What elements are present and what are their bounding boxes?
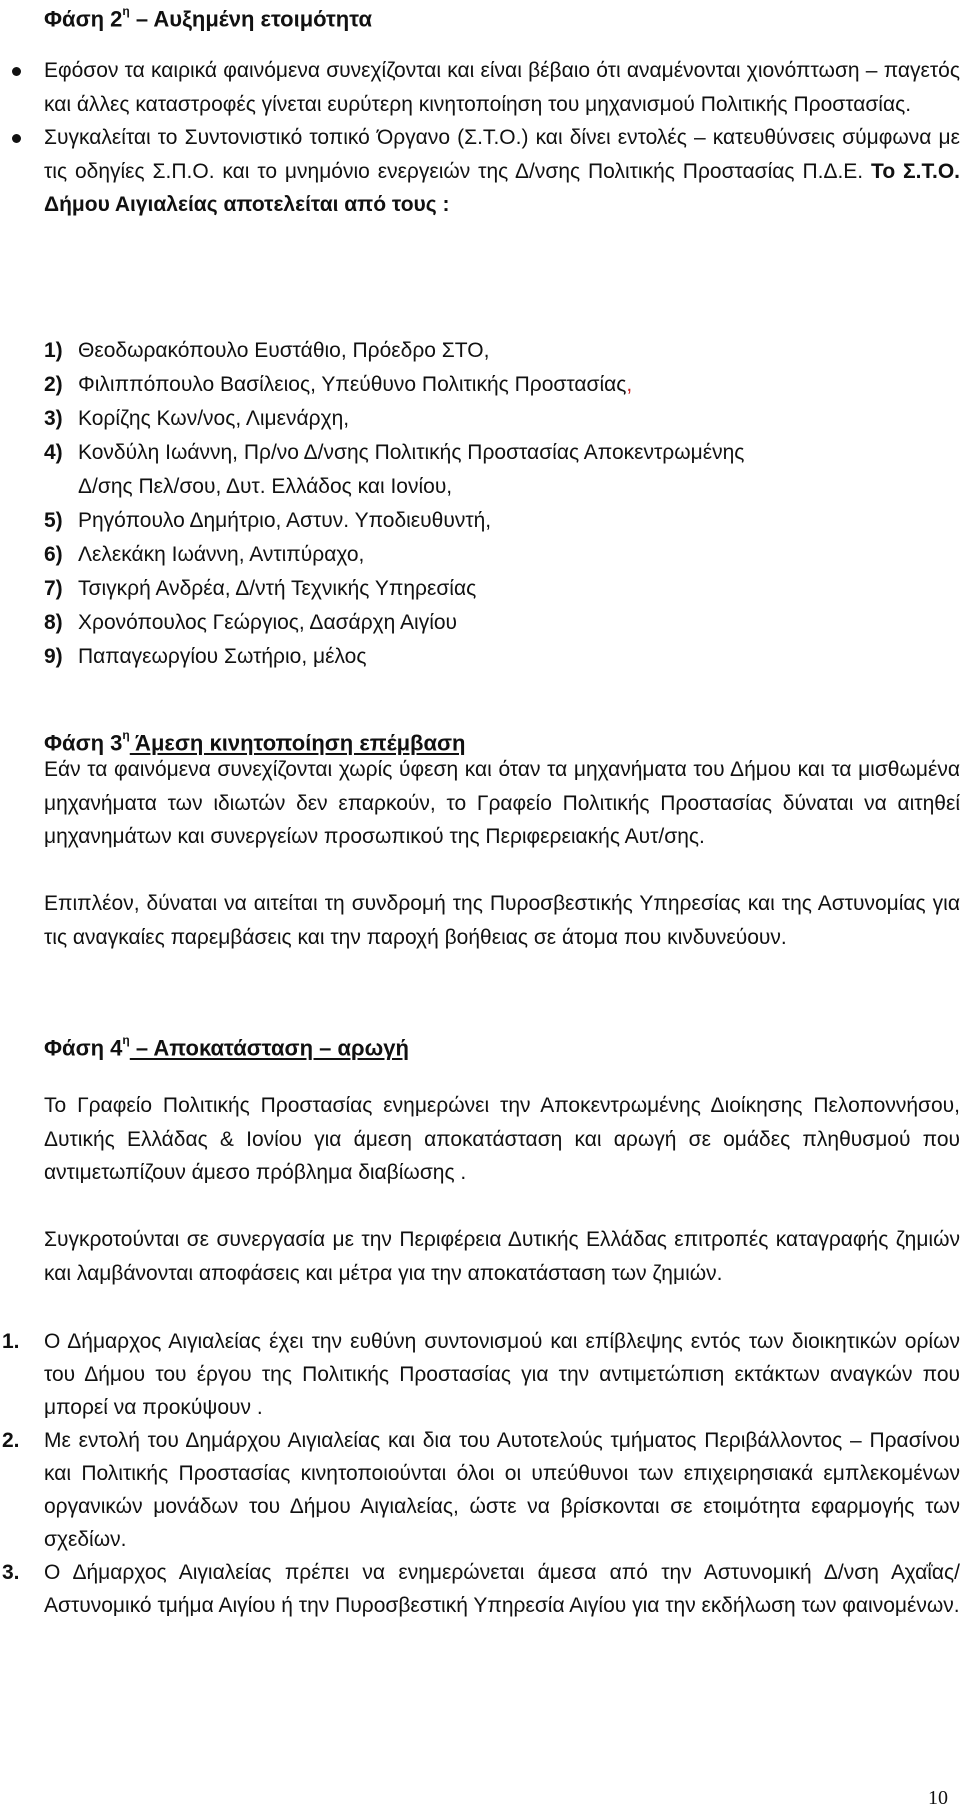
bullet-item <box>24 54 960 121</box>
phase4-paragraph: Το Γραφείο Πολιτικής Προστασίας ενημερώνει την Αποκεντρωμένης Διοίκησης Πελοποννήσου, Δυτικής Ελλάδας & Ιονίου για άμεση αποκατάσταση και αρωγή σε ομάδες πληθυσμού που αντιμετωπίζουν άμεσο πρόβλημα διαβίωσης . <box>44 1094 960 1184</box>
list-item: 3. Ο Δήμαρχος Αιγιαλείας πρέπει να ενημερώνεται άμεσα από την Αστυνομική Δ/νση Αχαΐας/ Αστυνομικό τμήμα Αιγίου ή την Πυροσβεστική Υπηρεσία Αιγίου για την εκδήλωση των φαινομένων. <box>2 1561 960 1617</box>
bullet-icon <box>12 134 21 143</box>
list-item: 3) Κορίζης Κων/νος, Λιμενάρχη, <box>44 407 350 430</box>
list-item: 2. Με εντολή του Δημάρχου Αιγιαλείας και δια του Αυτοτελούς τμήματος Περιβάλλοντος – Πρασίνου και Πολιτικής Προστασίας κινητοποιούνται όλοι οι υπεύθυνοι των επιχειρησιακά εμπλεκομένων οργανικών μονάδων του Δήμου Αιγιαλείας, ώστε να βρίσκονται σε ετοιμότητα εφαρμογής των σχεδίων. <box>2 1429 960 1551</box>
list-item: 7) Τσιγκρή Ανδρέα, Δ/ντή Τεχνικής Υπηρεσίας <box>44 577 477 600</box>
list-item: 2) Φιλιππόπουλο Βασίλειος, Υπεύθυνο Πολιτικής Προστασίας, <box>44 373 633 396</box>
list-item: 1) Θεοδωρακόπουλο Ευστάθιο, Πρόεδρο ΣΤΟ, <box>44 339 490 362</box>
list-item: 5) Ρηγόπουλο Δημήτριο, Αστυν. Υποδιευθυντή, <box>44 509 492 532</box>
bullet-text: Εφόσον τα καιρικά φαινόμενα συνεχίζονται και είναι βέβαιο ότι αναμένονται χιονόπτωση – παγετός και άλλες καταστροφές γίνεται ευρύτερη κινητοποίηση του μηχανισμού Πολιτικής Προστασίας. <box>44 59 960 116</box>
committee-intro: Το Σ.Τ.Ο. Δήμου Αιγιαλείας αποτελείται από τους : <box>44 159 960 216</box>
phase2-title-sup: η <box>122 4 130 18</box>
phase3-heading: Φάση $3^\eta$ Άμεση κινητοποίηση επέμβαση <box>44 728 466 756</box>
phase2-title: Φάση 2 <box>44 6 123 32</box>
list-item: 1. Ο Δήμαρχος Αιγιαλείας έχει την ευθύνη συντονισμού και επίβλεψης εντός των διοικητικών ορίων του Δήμου του έργου της Πολιτικής Προστασίας για την αντιμετώπιση εκτάκτων αναγκών που μπορεί να προκύψουν . <box>2 1330 960 1419</box>
bullet-text: Συγκαλείται το Συντονιστικό τοπικό Όργανο (Σ.Τ.Ο.) και δίνει εντολές – κατευθύνσεις σύμφωνα με τις οδηγίες Σ.Π.Ο. και το μνημόνιο ενεργειών της Δ/νσης Πολιτικής Προστασίας Π.Δ.Ε. <box>44 126 960 183</box>
phase4-numbered-list <box>0 1325 960 1622</box>
list-item: 9) Παπαγεωργίου Σωτήριο, μέλος <box>44 645 367 668</box>
phase2-title-rest: – Αυξημένη ετοιμότητα <box>129 6 372 32</box>
committee-members-list <box>44 334 960 674</box>
list-item: 6) Λελεκάκη Ιωάννη, Αντιπύραχο, <box>44 543 365 566</box>
list-item: 8) Χρονόπουλος Γεώργιος, Δασάρχη Αιγίου <box>44 611 458 634</box>
phase4-heading: Φάση $4^\eta$ – Αποκατάσταση – αρωγή <box>44 1033 409 1061</box>
bullet-item <box>24 121 960 222</box>
phase2-heading <box>44 0 372 36</box>
phase3-paragraph: Επιπλέον, δύναται να αιτείται τη συνδρομή της Πυροσβεστικής Υπηρεσίας και της Αστυνομίας για τις αναγκαίες παρεμβάσεις και την παροχή βοήθειας σε άτομα που κινδυνεύουν. <box>44 892 960 949</box>
phase4-paragraph: Συγκροτούνται σε συνεργασία με την Περιφέρεια Δυτικής Ελλάδας επιτροπές καταγραφής ζημιών και λαμβάνονται αποφάσεις και μέτρα για την αποκατάσταση των ζημιών. <box>44 1228 960 1285</box>
list-item: 4) Κονδύλη Ιωάννη, Πρ/νο Δ/νσης Πολιτικής Προστασίας Αποκεντρωμένης Δ/σης Πελ/σου, Δυτ. Ελλάδος και Ιονίου, <box>44 441 745 498</box>
bullet-icon <box>12 67 21 76</box>
phase3-paragraph: Εάν τα φαινόμενα συνεχίζονται χωρίς ύφεση και όταν τα μηχανήματα του Δήμου και τα μισθωμένα μηχανήματα των ιδιωτών δεν επαρκούν, το Γραφείο Πολιτικής Προστασίας δύναται να αιτηθεί μηχανημάτων και συνεργείων προσωπικού της Περιφερειακής Αυτ/σης. <box>44 758 960 848</box>
page-number: 10 <box>928 1787 948 1809</box>
phase2-bullet-list <box>24 54 960 222</box>
